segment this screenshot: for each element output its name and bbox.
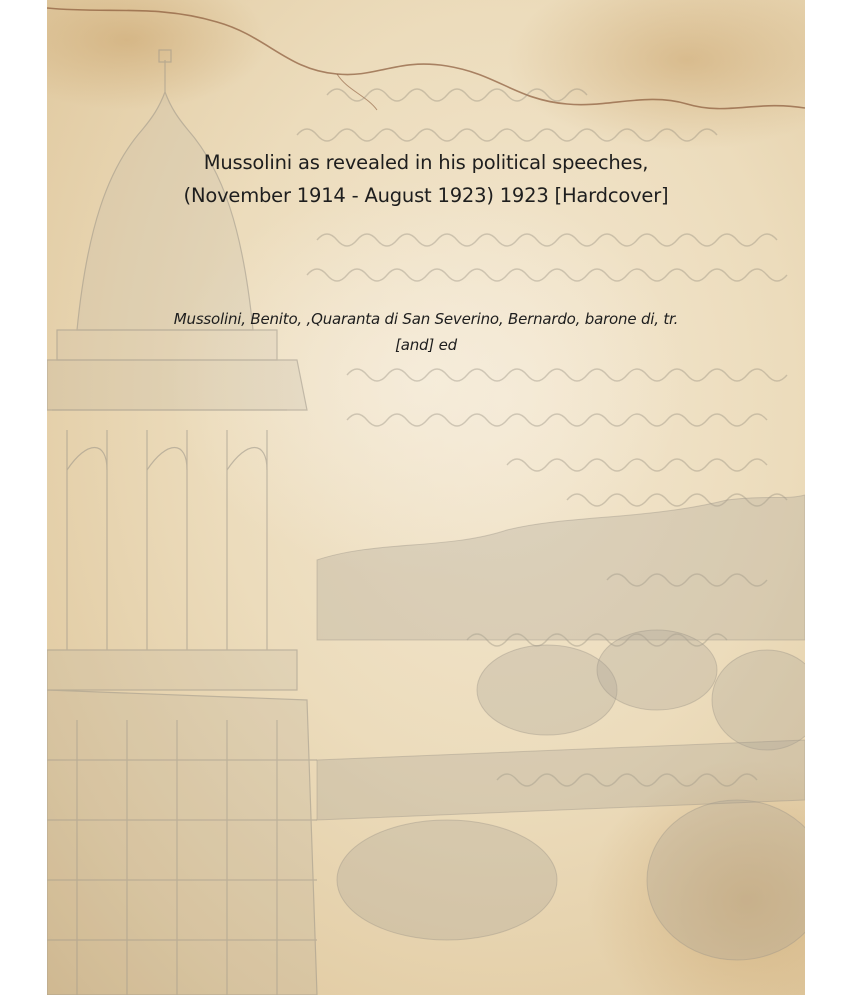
book-cover xyxy=(47,0,805,995)
book-author-line-1: Mussolini, Benito, ,Quaranta di San Severino, Bernardo, barone di, tr. xyxy=(173,310,679,328)
book-title-line-2: (November 1914 - August 1923) 1923 [Hardcover] xyxy=(183,184,669,207)
book-author xyxy=(47,306,805,358)
book-title xyxy=(47,146,805,212)
book-title-line-1: Mussolini as revealed in his political speeches, xyxy=(203,151,649,174)
book-author-line-2: [and] ed xyxy=(395,336,457,354)
